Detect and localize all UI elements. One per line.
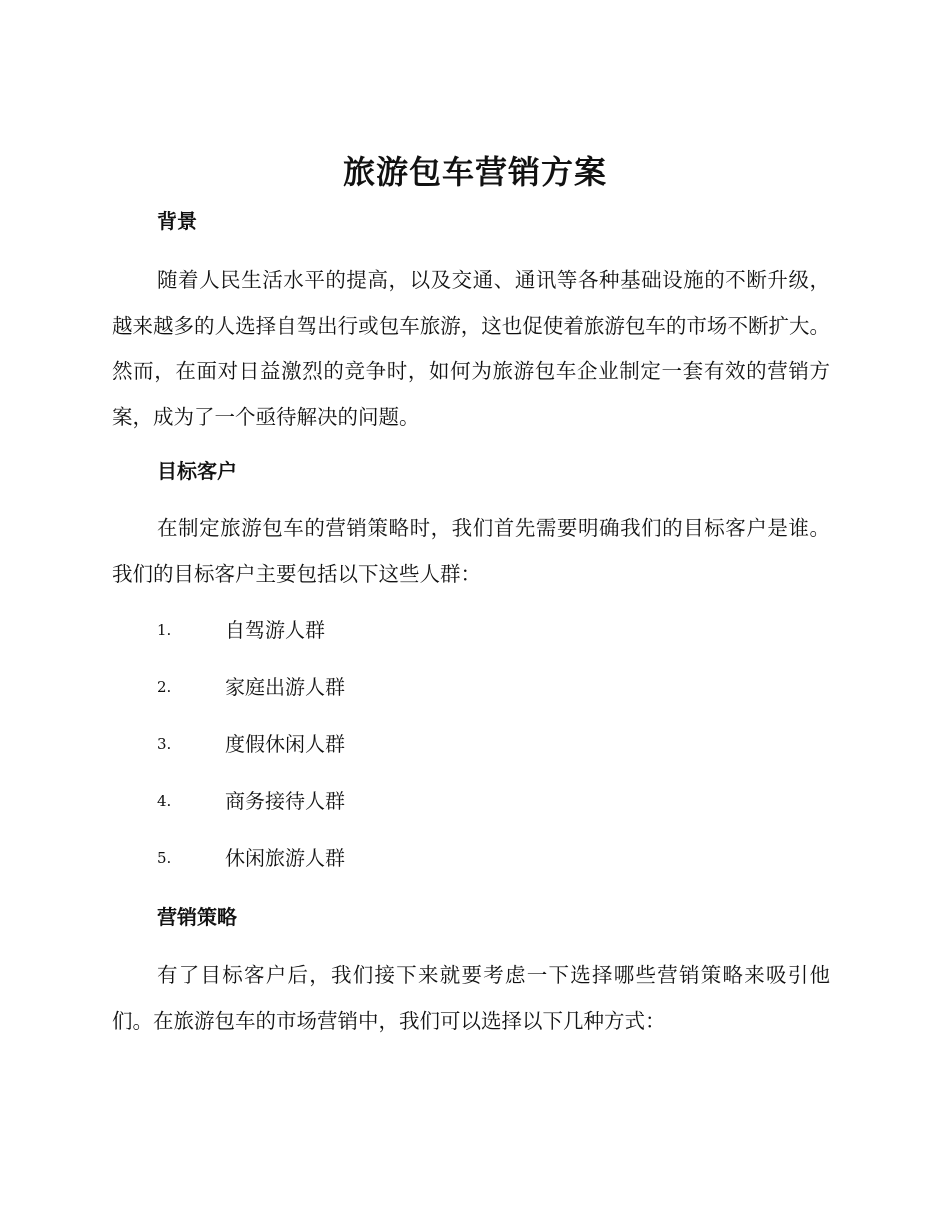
list-item-number: 5. xyxy=(157,849,172,867)
list-item-number: 1. xyxy=(157,621,172,639)
section-heading-background: 背景 xyxy=(157,209,197,233)
background-paragraph: 随着人民生活水平的提高，以及交通、通讯等各种基础设施的不断升级，越来越多的人选择自驾出行或包车旅游，这也促使着旅游包车的市场不断扩大。然而，在面对日益激烈的竞争时，如何为旅游包车企业制定一套有效的营销方案，成为了一个亟待解决的问题。 xyxy=(112,268,830,429)
list-item-text: 商务接待人群 xyxy=(225,789,345,813)
target-customer-list xyxy=(157,613,345,898)
marketing-strategy-paragraph: 有了目标客户后，我们接下来就要考虑一下选择哪些营销策略来吸引他们。在旅游包车的市场营销中，我们可以选择以下几种方式： xyxy=(112,963,830,1033)
list-item-number: 2. xyxy=(157,678,172,696)
target-customers-paragraph: 在制定旅游包车的营销策略时，我们首先需要明确我们的目标客户是谁。我们的目标客户主要包括以下这些人群： xyxy=(112,516,830,586)
list-item xyxy=(157,613,345,670)
list-item xyxy=(157,784,345,841)
list-item-number: 3. xyxy=(157,735,172,753)
document-title: 旅游包车营销方案 xyxy=(342,153,607,191)
section-heading-target-customers: 目标客户 xyxy=(157,459,237,483)
list-item xyxy=(157,841,345,898)
list-item-text: 度假休闲人群 xyxy=(225,732,345,756)
list-item-text: 休闲旅游人群 xyxy=(225,846,345,870)
list-item xyxy=(157,670,345,727)
section-heading-marketing-strategy: 营销策略 xyxy=(157,905,237,929)
list-item xyxy=(157,727,345,784)
list-item-text: 家庭出游人群 xyxy=(225,675,345,699)
list-item-number: 4. xyxy=(157,792,172,810)
list-item-text: 自驾游人群 xyxy=(225,618,325,642)
